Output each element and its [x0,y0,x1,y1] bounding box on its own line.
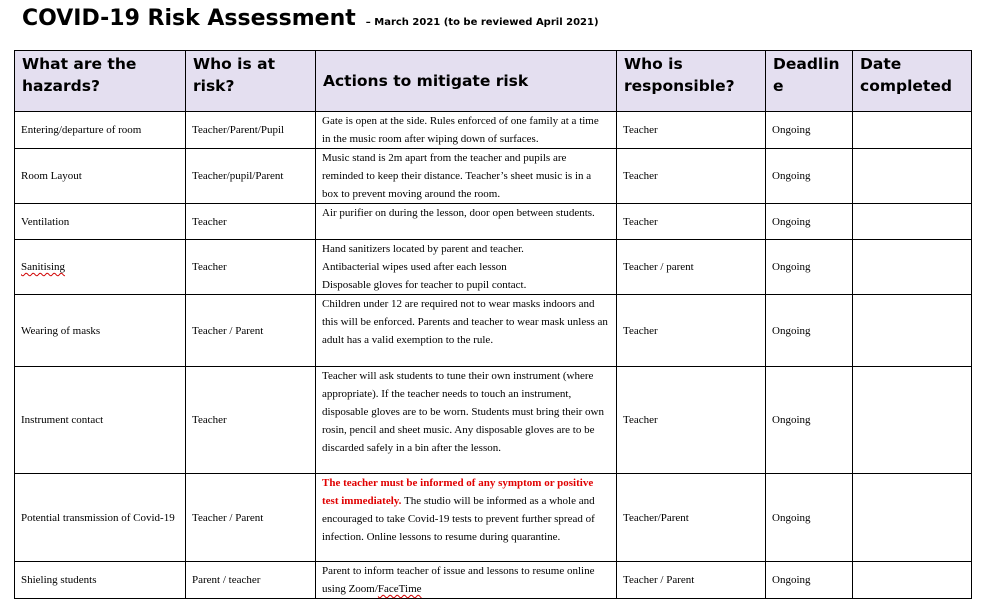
date-completed-cell[interactable] [853,562,972,599]
document-subtitle: – March 2021 (to be reviewed April 2021) [365,17,599,28]
date-completed-cell[interactable] [853,112,972,149]
who-cell: Teacher / Parent [186,474,316,562]
table-row [15,562,972,599]
deadline-cell: Ongoing [766,112,853,149]
actions-emphasis: The teacher must be informed of any symptom or positive test immediately. [322,477,594,507]
responsible-cell: Teacher/Parent [617,474,766,562]
table-row [15,474,972,562]
date-completed-cell[interactable] [853,367,972,474]
actions-tail: FaceTime [377,583,422,595]
header-date-completed: Date completed [853,51,972,112]
actions-cell: Music stand is 2m apart from the teacher and pupils are reminded to keep their distance. Teacher’s sheet music is in a box to prevent moving around the room. [316,149,617,204]
who-cell: Teacher [186,204,316,240]
document-header [22,6,599,31]
actions-line: Antibacterial wipes used after each lesson [322,261,507,273]
header-responsible: Who is responsible? [617,51,766,112]
who-cell: Teacher/pupil/Parent [186,149,316,204]
who-cell: Teacher/Parent/Pupil [186,112,316,149]
deadline-cell: Ongoing [766,204,853,240]
hazard-cell: Wearing of masks [15,295,186,367]
responsible-cell: Teacher [617,295,766,367]
deadline-cell: Ongoing [766,562,853,599]
header-deadline: Deadline [766,51,853,112]
date-completed-cell[interactable] [853,474,972,562]
actions-text: Parent to inform teacher of issue and lessons to resume online using Zoom/ [322,565,595,595]
actions-cell: Teacher will ask students to tune their own instrument (where appropriate). If the teacher needs to touch an instrument, disposable gloves are to be worn. Students must bring their own rosin, pencil and sheet music. Any disposable gloves are to be discarded safely in a bin after the lesson. [316,367,617,474]
actions-cell [316,240,617,295]
risk-assessment-table [14,50,972,599]
date-completed-cell[interactable] [853,204,972,240]
deadline-cell: Ongoing [766,295,853,367]
hazard-cell: Instrument contact [15,367,186,474]
date-completed-cell[interactable] [853,149,972,204]
table-row [15,295,972,367]
responsible-cell: Teacher / Parent [617,562,766,599]
responsible-cell: Teacher [617,204,766,240]
deadline-cell: Ongoing [766,474,853,562]
hazard-cell: Ventilation [15,204,186,240]
responsible-cell: Teacher [617,367,766,474]
date-completed-cell[interactable] [853,240,972,295]
table-row [15,204,972,240]
table-header-row [15,51,972,112]
actions-text: The studio will be informed as a whole and encouraged to take Covid-19 tests to prevent further spread of infection. Online lessons to resume during quarantine. [322,495,595,543]
deadline-cell: Ongoing [766,149,853,204]
table-row [15,112,972,149]
responsible-cell: Teacher [617,112,766,149]
actions-line: Hand sanitizers located by parent and teacher. [322,243,524,255]
header-who-at-risk: Who is at risk? [186,51,316,112]
deadline-cell: Ongoing [766,367,853,474]
document-title: COVID-19 Risk Assessment [22,6,356,31]
hazard-cell: Shieling students [15,562,186,599]
hazard-cell: Room Layout [15,149,186,204]
who-cell: Teacher [186,367,316,474]
actions-cell: Gate is open at the side. Rules enforced of one family at a time in the music room after wiping down of surfaces. [316,112,617,149]
deadline-cell: Ongoing [766,240,853,295]
who-cell: Teacher / Parent [186,295,316,367]
who-cell: Teacher [186,240,316,295]
hazard-text: Sanitising [21,261,66,273]
actions-cell [316,474,617,562]
table-row [15,149,972,204]
hazard-cell [15,240,186,295]
actions-cell: Air purifier on during the lesson, door open between students. [316,204,617,240]
header-actions: Actions to mitigate risk [316,51,617,112]
actions-cell: Children under 12 are required not to wear masks indoors and this will be enforced. Parents and teacher to wear mask unless an adult has a valid exemption to the rule. [316,295,617,367]
responsible-cell: Teacher [617,149,766,204]
hazard-cell: Potential transmission of Covid-19 [15,474,186,562]
table-row [15,240,972,295]
actions-line: Disposable gloves for teacher to pupil contact. [322,279,527,291]
date-completed-cell[interactable] [853,295,972,367]
table-row [15,367,972,474]
header-hazards: What are the hazards? [15,51,186,112]
hazard-cell: Entering/departure of room [15,112,186,149]
responsible-cell: Teacher / parent [617,240,766,295]
actions-cell [316,562,617,599]
who-cell: Parent / teacher [186,562,316,599]
